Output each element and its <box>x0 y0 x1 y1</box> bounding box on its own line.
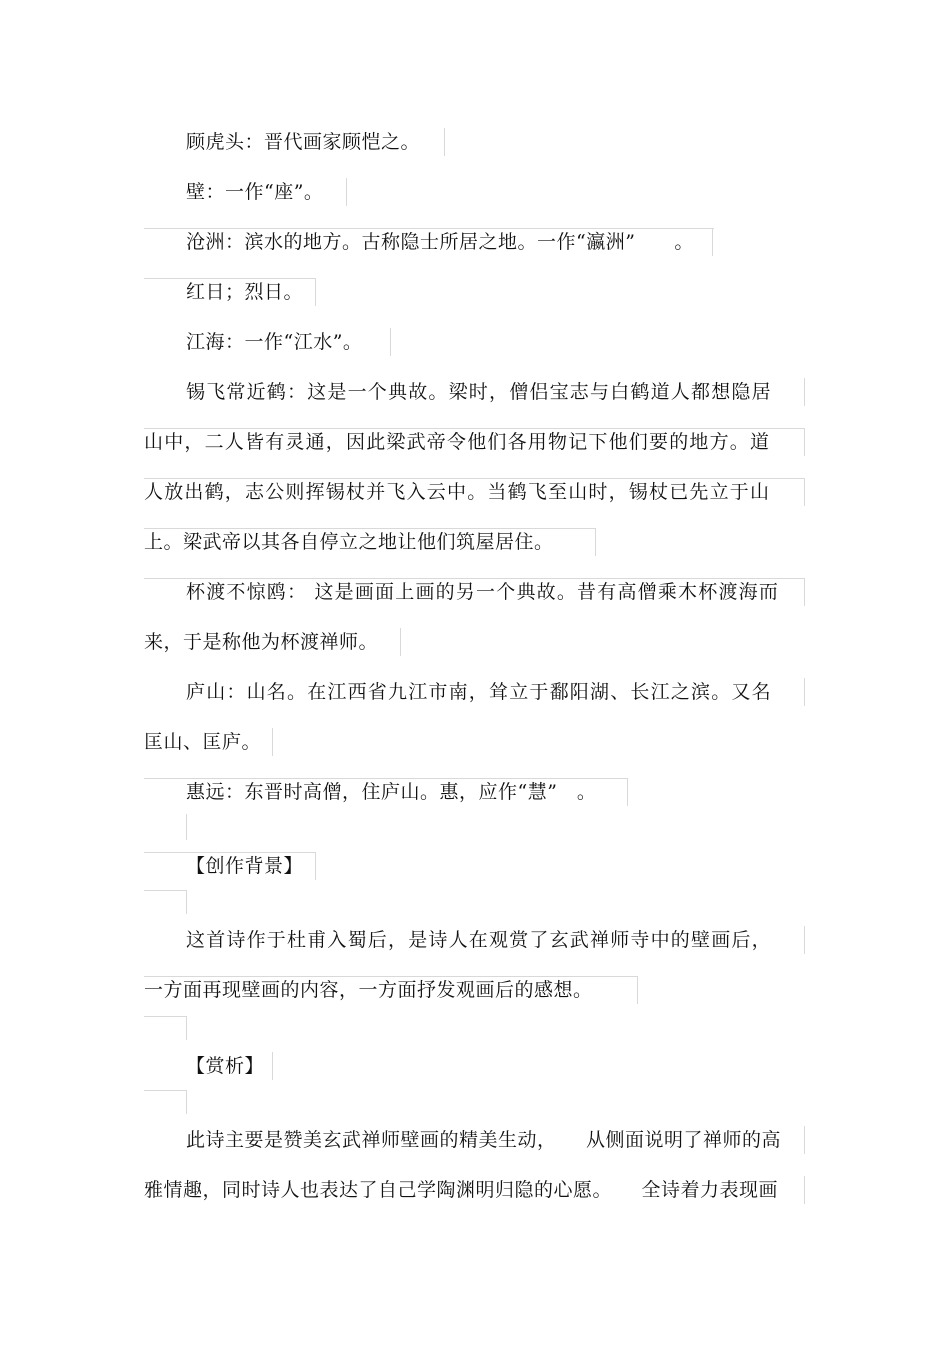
guide-rule <box>144 976 638 977</box>
guide-rule <box>144 1090 186 1091</box>
annotation-huiyuan: 惠远：东晋时高僧，住庐山。惠，应作“慧” 。 <box>186 781 597 803</box>
guide-rule <box>712 228 713 256</box>
annotation-xifei-line-1: 锡飞常近鹤：这是一个典故。梁时，僧侣宝志与白鹤道人都想隐居 <box>186 381 772 403</box>
guide-rule <box>144 478 804 479</box>
guide-rule <box>637 976 638 1004</box>
guide-rule <box>315 852 316 880</box>
guide-rule <box>804 478 805 506</box>
annotation-xifei-line-3: 人放出鹤，志公则挥锡杖并飞入云中。当鹤飞至山时，锡杖已先立于山 <box>144 481 771 503</box>
guide-rule <box>186 814 187 840</box>
guide-rule <box>144 528 596 529</box>
guide-rule <box>315 278 316 306</box>
guide-rule <box>804 1126 805 1154</box>
annotation-beidu-line-1: 杯渡不惊鸥： 这是画面上画的另一个典故。昔有高僧乘木杯渡海而 <box>186 581 780 603</box>
guide-rule <box>144 278 316 279</box>
section-heading-appreciation: 【赏析】 <box>186 1055 265 1077</box>
guide-rule <box>400 628 401 656</box>
annotation-xifei-line-4: 上。梁武帝以其各自停立之地让他们筑屋居住。 <box>144 531 554 553</box>
annotation-bi: 壁：一作“座”。 <box>186 181 324 203</box>
guide-rule <box>144 1016 186 1017</box>
guide-rule <box>444 128 445 156</box>
guide-rule <box>186 1090 187 1114</box>
guide-rule <box>144 890 186 891</box>
guide-rule <box>804 678 805 706</box>
annotation-lushan-line-2: 匡山、匡庐。 <box>144 731 262 753</box>
appreciation-line-1: 此诗主要是赞美玄武禅师壁画的精美生动， 从侧面说明了禅师的高 <box>186 1129 782 1151</box>
guide-rule <box>272 728 273 756</box>
guide-rule <box>627 778 628 806</box>
guide-rule <box>144 778 628 779</box>
guide-rule <box>272 1052 273 1080</box>
guide-rule <box>595 528 596 556</box>
section-heading-background: 【创作背景】 <box>186 855 304 877</box>
annotation-hongri: 红日；烈日。 <box>186 281 304 303</box>
guide-rule <box>144 852 316 853</box>
guide-rule <box>144 228 714 229</box>
guide-rule <box>186 1016 187 1040</box>
annotation-jianghai: 江海：一作“江水”。 <box>186 331 363 353</box>
guide-rule <box>804 428 805 456</box>
guide-rule <box>804 926 805 954</box>
guide-rule <box>144 578 804 579</box>
background-line-2: 一方面再现壁画的内容，一方面抒发观画后的感想。 <box>144 979 593 1001</box>
annotation-beidu-line-2: 来，于是称他为杯渡禅师。 <box>144 631 379 653</box>
annotation-cangzhou: 沧洲：滨水的地方。古称隐士所居之地。一作“瀛洲” 。 <box>186 231 694 253</box>
guide-rule <box>346 178 347 206</box>
guide-rule <box>804 1176 805 1204</box>
annotation-xifei-line-2: 山中，二人皆有灵通，因此梁武帝令他们各用物记下他们要的地方。道 <box>144 431 771 453</box>
appreciation-line-2: 雅情趣，同时诗人也表达了自己学陶渊明归隐的心愿。 全诗着力表现画 <box>144 1179 779 1201</box>
background-line-1: 这首诗作于杜甫入蜀后，是诗人在观赏了玄武禅师寺中的壁画后， <box>186 929 772 951</box>
guide-rule <box>186 890 187 914</box>
guide-rule <box>390 328 391 356</box>
guide-rule <box>804 578 805 606</box>
guide-rule <box>144 428 804 429</box>
guide-rule <box>804 378 805 406</box>
annotation-gu-hutou: 顾虎头：晋代画家顾恺之。 <box>186 131 421 153</box>
annotation-lushan-line-1: 庐山：山名。在江西省九江市南，耸立于鄱阳湖、长江之滨。又名 <box>186 681 772 703</box>
